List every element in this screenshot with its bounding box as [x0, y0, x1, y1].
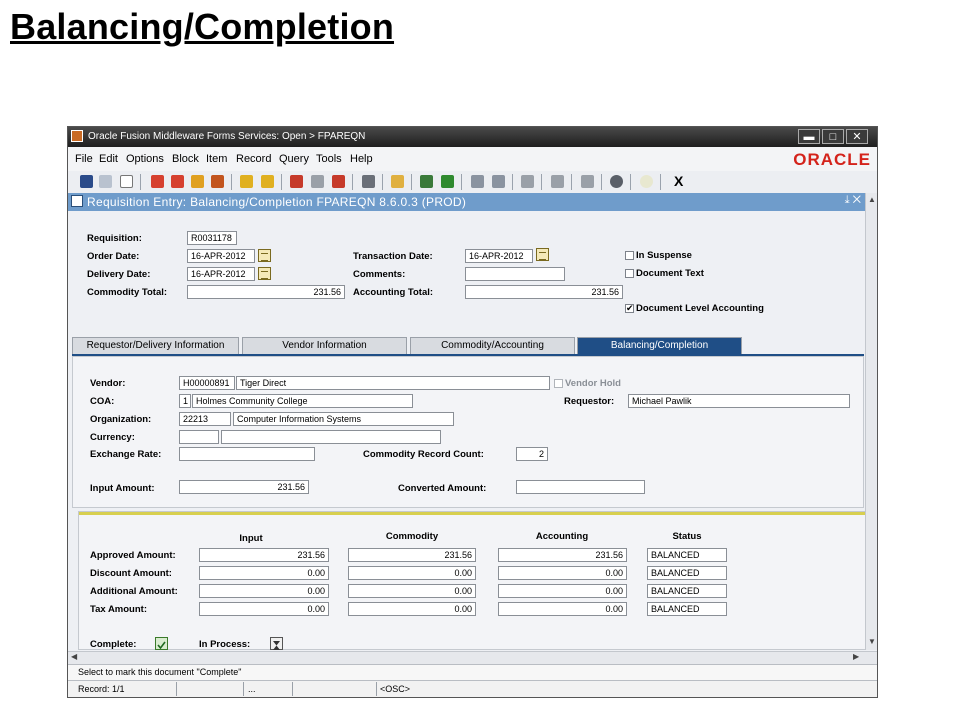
add-icon[interactable] — [441, 175, 454, 188]
edit-field-icon[interactable] — [581, 175, 594, 188]
slide-title: Balancing/Completion — [10, 6, 395, 47]
oracle-forms-window — [67, 126, 878, 698]
commodity-record-count-label: Commodity Record Count: — [363, 449, 484, 460]
form-header — [68, 193, 865, 211]
organization-name-field: Computer Information Systems — [233, 412, 454, 426]
form-window-controls[interactable]: ⤓ ✕ — [844, 194, 861, 206]
delete-record-icon[interactable] — [311, 175, 324, 188]
complete-button-icon[interactable] — [155, 637, 168, 650]
lightbulb-icon[interactable] — [640, 175, 653, 188]
window-titlebar — [68, 127, 877, 147]
menu-item[interactable]: Item — [206, 153, 228, 165]
menu-record[interactable]: Record — [236, 153, 272, 165]
requisition-field[interactable]: R0031178 — [187, 231, 237, 245]
hint-bar — [68, 664, 877, 680]
in-suspense-checkbox[interactable] — [625, 251, 634, 260]
execute-query-icon[interactable] — [171, 175, 184, 188]
exchange-rate-field[interactable] — [179, 447, 315, 461]
scroll-right-icon[interactable]: ▶ — [853, 652, 860, 661]
tax-status-field: BALANCED — [647, 602, 727, 616]
converted-amount-field — [516, 480, 645, 494]
tax-commodity-field: 0.00 — [348, 602, 476, 616]
coa-label: COA: — [90, 396, 115, 407]
next-record-icon[interactable] — [261, 175, 274, 188]
accounting-total-label: Accounting Total: — [353, 287, 434, 298]
comments-field[interactable] — [465, 267, 565, 281]
save-icon[interactable] — [80, 175, 93, 188]
input-amount-label: Input Amount: — [90, 483, 155, 494]
menu-file[interactable]: File — [75, 153, 93, 165]
order-date-label: Order Date: — [87, 251, 140, 262]
options-icon[interactable] — [521, 175, 534, 188]
delivery-date-field[interactable]: 16-APR-2012 — [187, 267, 255, 281]
currency-label: Currency: — [90, 432, 135, 443]
document-level-accounting-checkbox[interactable]: ✔ — [626, 303, 634, 313]
coa-code-field[interactable]: 1 — [179, 394, 191, 408]
print-icon[interactable] — [391, 175, 404, 188]
approved-commodity-field: 231.56 — [348, 548, 476, 562]
exit-icon[interactable]: X — [674, 173, 684, 189]
enter-query-icon[interactable] — [151, 175, 164, 188]
vendor-hold-label: Vendor Hold — [565, 378, 621, 389]
organization-code-field[interactable]: 22213 — [179, 412, 231, 426]
print-doc-icon[interactable] — [120, 175, 133, 188]
exchange-rate-label: Exchange Rate: — [90, 449, 162, 460]
close-button[interactable]: ✕ — [846, 129, 868, 144]
tab-balancing-completion[interactable]: Balancing/Completion — [577, 337, 742, 354]
in-process-label: In Process: — [199, 639, 251, 650]
lov-icon[interactable] — [551, 175, 564, 188]
approved-input-field: 231.56 — [199, 548, 329, 562]
tab-requestor-delivery[interactable]: Requestor/Delivery Information — [72, 337, 239, 354]
column-header-status: Status — [672, 531, 702, 542]
menu-tools[interactable]: Tools — [316, 153, 342, 165]
next-block-icon[interactable] — [211, 175, 224, 188]
tab-vendor-information[interactable]: Vendor Information — [242, 337, 407, 354]
calendar-icon[interactable] — [258, 267, 271, 280]
menu-bar — [68, 147, 877, 172]
comments-label: Comments: — [353, 269, 406, 280]
order-date-field[interactable]: 16-APR-2012 — [187, 249, 255, 263]
document-level-accounting-label: Document Level Accounting — [636, 303, 764, 314]
panel-divider — [79, 512, 865, 515]
additional-amount-label: Additional Amount: — [90, 586, 178, 597]
approved-accounting-field: 231.56 — [498, 548, 627, 562]
vendor-label: Vendor: — [90, 378, 126, 389]
additional-commodity-field: 0.00 — [348, 584, 476, 598]
hourglass-icon[interactable] — [270, 637, 283, 650]
menu-edit[interactable]: Edit — [99, 153, 118, 165]
form-icon — [71, 195, 83, 207]
column-header-input: Input — [239, 533, 263, 544]
record-indicator: Record: 1/1 — [78, 684, 125, 694]
calendar-icon[interactable] — [258, 249, 271, 262]
menu-options[interactable]: Options — [126, 153, 164, 165]
vendor-hold-checkbox — [554, 379, 563, 388]
discount-input-field: 0.00 — [199, 566, 329, 580]
scroll-down-icon[interactable]: ▼ — [868, 637, 876, 646]
vendor-code-field[interactable]: H00000891 — [179, 376, 235, 390]
calendar-icon[interactable] — [536, 248, 549, 261]
document-text-label: Document Text — [636, 268, 704, 279]
java-app-icon — [71, 130, 83, 142]
in-suspense-label: In Suspense — [636, 250, 692, 261]
column-header-commodity: Commodity — [385, 531, 439, 542]
converted-amount-label: Converted Amount: — [398, 483, 487, 494]
transaction-date-label: Transaction Date: — [353, 251, 433, 262]
discount-status-field: BALANCED — [647, 566, 727, 580]
status-ellipsis: ... — [248, 684, 256, 694]
status-bar — [68, 680, 877, 698]
document-text-checkbox[interactable] — [625, 269, 634, 278]
tax-input-field: 0.00 — [199, 602, 329, 616]
requestor-field[interactable]: Michael Pawlik — [628, 394, 850, 408]
tax-amount-label: Tax Amount: — [90, 604, 147, 615]
menu-block[interactable]: Block — [172, 153, 199, 165]
commodity-total-label: Commodity Total: — [87, 287, 168, 298]
commodity-record-count-field: 2 — [516, 447, 548, 461]
accounting-total-field[interactable]: 231.56 — [465, 285, 623, 299]
previous-record-icon[interactable] — [240, 175, 253, 188]
column-header-accounting: Accounting — [535, 531, 589, 542]
coa-name-field: Holmes Community College — [192, 394, 413, 408]
clear-record-icon[interactable] — [332, 175, 345, 188]
tab-commodity-accounting[interactable]: Commodity/Accounting — [410, 337, 575, 354]
discount-commodity-field: 0.00 — [348, 566, 476, 580]
additional-status-field: BALANCED — [647, 584, 727, 598]
tax-accounting-field: 0.00 — [498, 602, 627, 616]
additional-accounting-field: 0.00 — [498, 584, 627, 598]
currency-code-field[interactable] — [179, 430, 219, 444]
organization-label: Organization: — [90, 414, 152, 425]
commodity-total-field[interactable]: 231.56 — [187, 285, 345, 299]
menu-help[interactable]: Help — [350, 153, 373, 165]
scroll-up-icon[interactable]: ▲ — [868, 195, 876, 204]
search-icon[interactable] — [420, 175, 433, 188]
insert-record-icon[interactable] — [290, 175, 303, 188]
currency-name-field — [221, 430, 441, 444]
menu-query[interactable]: Query — [279, 153, 309, 165]
requestor-label: Requestor: — [564, 396, 615, 407]
lock-record-icon[interactable] — [362, 175, 375, 188]
undo-icon[interactable] — [99, 175, 112, 188]
scroll-left-icon[interactable]: ◀ — [71, 652, 78, 661]
vendor-name-field: Tiger Direct — [236, 376, 550, 390]
maximize-button[interactable]: □ — [822, 129, 844, 144]
discount-amount-label: Discount Amount: — [90, 568, 172, 579]
transaction-date-field[interactable]: 16-APR-2012 — [465, 249, 533, 263]
hint-text: Select to mark this document "Complete" — [78, 667, 242, 677]
delivery-date-label: Delivery Date: — [87, 269, 151, 280]
input-amount-field[interactable]: 231.56 — [179, 480, 309, 494]
minimize-button[interactable]: ▬ — [798, 129, 820, 144]
window-title: Oracle Fusion Middleware Forms Services: Open > FPAREQN — [88, 131, 366, 142]
previous-block-icon[interactable] — [191, 175, 204, 188]
requisition-label: Requisition: — [87, 233, 142, 244]
help-icon[interactable] — [610, 175, 623, 188]
additional-input-field: 0.00 — [199, 584, 329, 598]
toolbar — [68, 171, 877, 194]
block-nav-icon[interactable] — [471, 175, 484, 188]
approved-amount-label: Approved Amount: — [90, 550, 176, 561]
approved-status-field: BALANCED — [647, 548, 727, 562]
discount-accounting-field: 0.00 — [498, 566, 627, 580]
form-title: Requisition Entry: Balancing/Completion FPAREQN 8.6.0.3 (PROD) — [87, 195, 467, 209]
horizontal-scrollbar[interactable] — [68, 651, 877, 664]
osc-indicator: <OSC> — [380, 684, 411, 694]
vertical-scrollbar[interactable] — [865, 193, 878, 650]
oracle-logo: ORACLE — [793, 150, 871, 169]
complete-label: Complete: — [90, 639, 137, 650]
item-nav-icon[interactable] — [492, 175, 505, 188]
